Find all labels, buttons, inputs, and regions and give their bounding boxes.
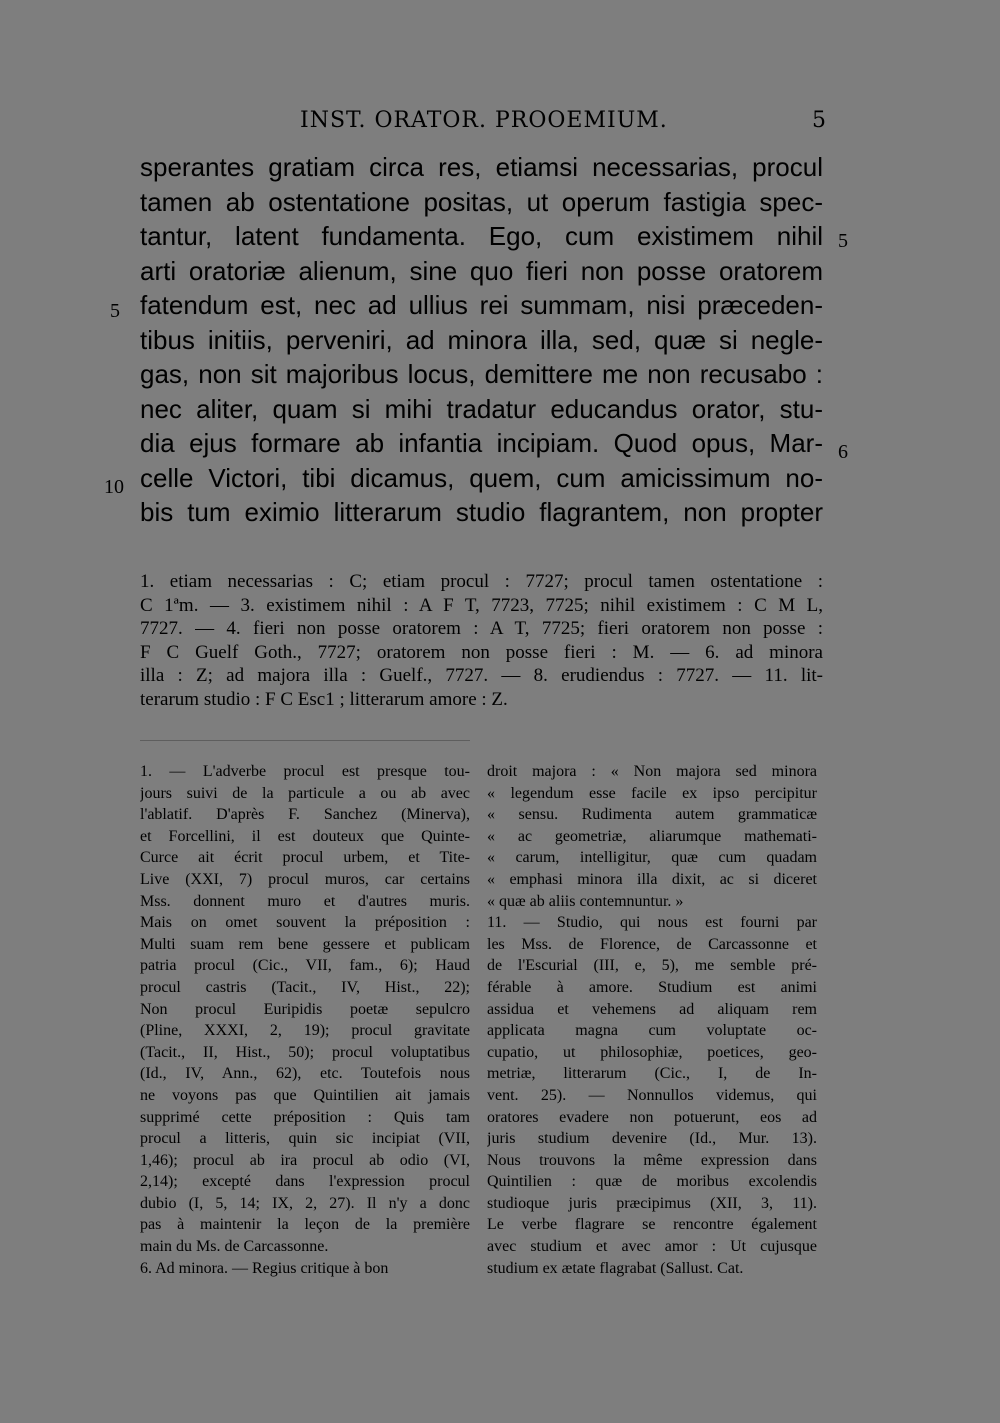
notes-left-column — [140, 761, 470, 1279]
page-number: 5 — [812, 108, 826, 133]
note-line: 1,46); procul ab ira procul ab odio (VI, — [140, 1151, 470, 1169]
critical-apparatus — [140, 570, 823, 711]
note-line: pas à maintenir la leçon de la première — [140, 1216, 470, 1234]
note-line: « legendum esse facile ex ipso percipitur — [487, 784, 817, 802]
note-line: assidua et vehemens ad aliquam rem — [487, 1000, 817, 1018]
main-latin-text — [140, 150, 823, 530]
note-line: Multi suam rem bene gessere et publicam — [140, 935, 470, 953]
note-line: patria procul (Cic., VII, fam., 6); Haud — [140, 957, 470, 975]
note-line: et Forcellini, il est douteux que Quinte- — [140, 827, 470, 845]
margin-line-number: 10 — [104, 476, 124, 498]
note-line: Mais on omet souvent la préposition : — [140, 914, 470, 932]
note-line: (Pline, XXXI, 2, 19); procul gravitate — [140, 1022, 470, 1040]
note-line: (Tacit., II, Hist., 50); procul voluptatibus — [140, 1043, 470, 1061]
note-line: Curce ait écrit procul urbem, et Tite- — [140, 849, 470, 867]
note-line: Mss. donnent muro et d'autres muris. — [140, 892, 470, 910]
note-line: Quintilien : quæ de moribus excolendis — [487, 1173, 817, 1191]
margin-line-number: 5 — [110, 300, 120, 322]
note-line: Non procul Euripidis poetæ sepulcro — [140, 1000, 470, 1018]
main-text-line: celle Victori, tibi dicamus, quem, cum amicissimum no- — [140, 462, 823, 493]
apparatus-line: 1. etiam necessarias : C; etiam procul : 7727; procul tamen ostentatione : — [140, 571, 823, 592]
notes-right-column — [487, 761, 817, 1279]
main-text-line: tantur, latent fundamenta. Ego, cum existimem nihil — [140, 221, 823, 251]
note-line: Nous trouvons la même expression dans — [487, 1151, 817, 1169]
note-line: 6. Ad minora. — Regius critique à bon — [140, 1259, 389, 1277]
note-line: studium ex ætate flagrabat (Sallust. Cat. — [487, 1259, 744, 1277]
section-divider — [140, 740, 470, 741]
note-line: avec studium et avec amor : Ut cujusque — [487, 1238, 817, 1256]
main-text-line: sperantes gratiam circa res, etiamsi necessarias, procul — [140, 152, 823, 182]
running-header: INST. ORATOR. PROOEMIUM. — [300, 108, 668, 133]
note-line: studioque juris præcipimus (XII, 3, 11). — [487, 1194, 817, 1212]
margin-section-number: 5 — [838, 230, 848, 252]
note-line: 2,14); excepté dans l'expression procul — [140, 1173, 470, 1191]
note-line: « carum, intelligitur, quæ cum quadam — [487, 849, 817, 867]
apparatus-line: 7727. — 4. fieri non posse oratorem : A T, 7725; fieri oratorem non posse : — [140, 618, 823, 639]
main-text-line: dia ejus formare ab infantia incipiam. Quod opus, Mar- — [140, 428, 823, 458]
note-line: l'ablatif. D'après F. Sanchez (Minerva), — [140, 806, 470, 824]
note-line: « ac geometriæ, aliarumque mathemati- — [487, 827, 817, 845]
note-line: supprimé cette préposition : Quis tam — [140, 1108, 470, 1126]
note-line: « emphasi minora illa dixit, ac si diceret — [487, 870, 817, 888]
margin-section-number: 6 — [838, 441, 848, 463]
note-line: (Id., IV, Ann., 62), etc. Toutefois nous — [140, 1065, 470, 1083]
note-line: metriæ, litterarum (Cic., I, de In- — [487, 1065, 817, 1083]
note-line: 1. — L'adverbe procul est presque tou- — [140, 763, 470, 780]
note-line: de l'Escurial (III, e, 5), me semble pré- — [487, 957, 817, 975]
main-text-line: arti oratoriæ alienum, sine quo fieri non posse oratorem — [140, 255, 823, 286]
note-line: procul castris (Tacit., IV, Hist., 22); — [140, 978, 470, 996]
note-line: cupatio, ut philosophiæ, poetices, geo- — [487, 1043, 817, 1061]
note-line: les Mss. de Florence, de Carcassonne et — [487, 935, 817, 953]
note-line: férable à amore. Studium est animi — [487, 978, 817, 996]
main-text-line: gas, non sit majoribus locus, demittere me non recusabo : — [140, 359, 823, 389]
note-line: 11. — Studio, qui nous est fourni par — [487, 914, 817, 932]
note-line: jours suivi de la particule a ou ab avec — [140, 784, 470, 802]
note-line: main du Ms. de Carcassonne. — [140, 1238, 329, 1256]
note-line: vent. 25). — Nonnullos videmus, qui — [487, 1086, 817, 1104]
apparatus-line: C 1ªm. — 3. existimem nihil : A F T, 7723, 7725; nihil existimem : C M L, — [140, 594, 823, 616]
apparatus-line: illa : Z; ad majora illa : Guelf., 7727. — 8. erudiendus : 7727. — 11. lit- — [140, 665, 823, 686]
note-line: « sensu. Rudimenta autem grammaticæ — [487, 806, 817, 824]
note-line: ne voyons pas que Quintilien ait jamais — [140, 1086, 470, 1104]
main-text-line: bis tum eximio litterarum studio flagrantem, non propter — [140, 497, 823, 527]
main-text-line: fatendum est, nec ad ullius rei summam, nisi præceden- — [140, 290, 823, 320]
note-line: dubio (I, 5, 14; IX, 2, 27). Il n'y a donc — [140, 1194, 470, 1212]
apparatus-line: F C Guelf Goth., 7727; oratorem non posse fieri : M. — 6. ad minora — [140, 641, 823, 663]
note-line: droit majora : « Non majora sed minora — [487, 763, 817, 780]
note-line: juris studium devenire (Id., Mur. 13). — [487, 1130, 817, 1148]
note-line: procul a litteris, quin sic incipiat (VII, — [140, 1130, 470, 1148]
note-line: applicata magna cum voluptate oc- — [487, 1022, 817, 1040]
main-text-line: tibus initiis, perveniri, ad minora illa, sed, quæ si negle- — [140, 324, 823, 355]
note-line: Live (XXI, 7) procul muros, car certains — [140, 870, 470, 888]
apparatus-line: terarum studio : F C Esc1 ; litterarum amore : Z. — [140, 688, 508, 710]
main-text-line: tamen ab ostentatione positas, ut operum fastigia spec- — [140, 186, 823, 217]
note-line: « quæ ab aliis contemnuntur. » — [487, 892, 684, 910]
main-text-line: nec aliter, quam si mihi tradatur educandus orator, stu- — [140, 393, 823, 424]
note-line: oratores evadere non potuerunt, eos ad — [487, 1108, 817, 1126]
note-line: Le verbe flagrare se rencontre également — [487, 1216, 817, 1234]
